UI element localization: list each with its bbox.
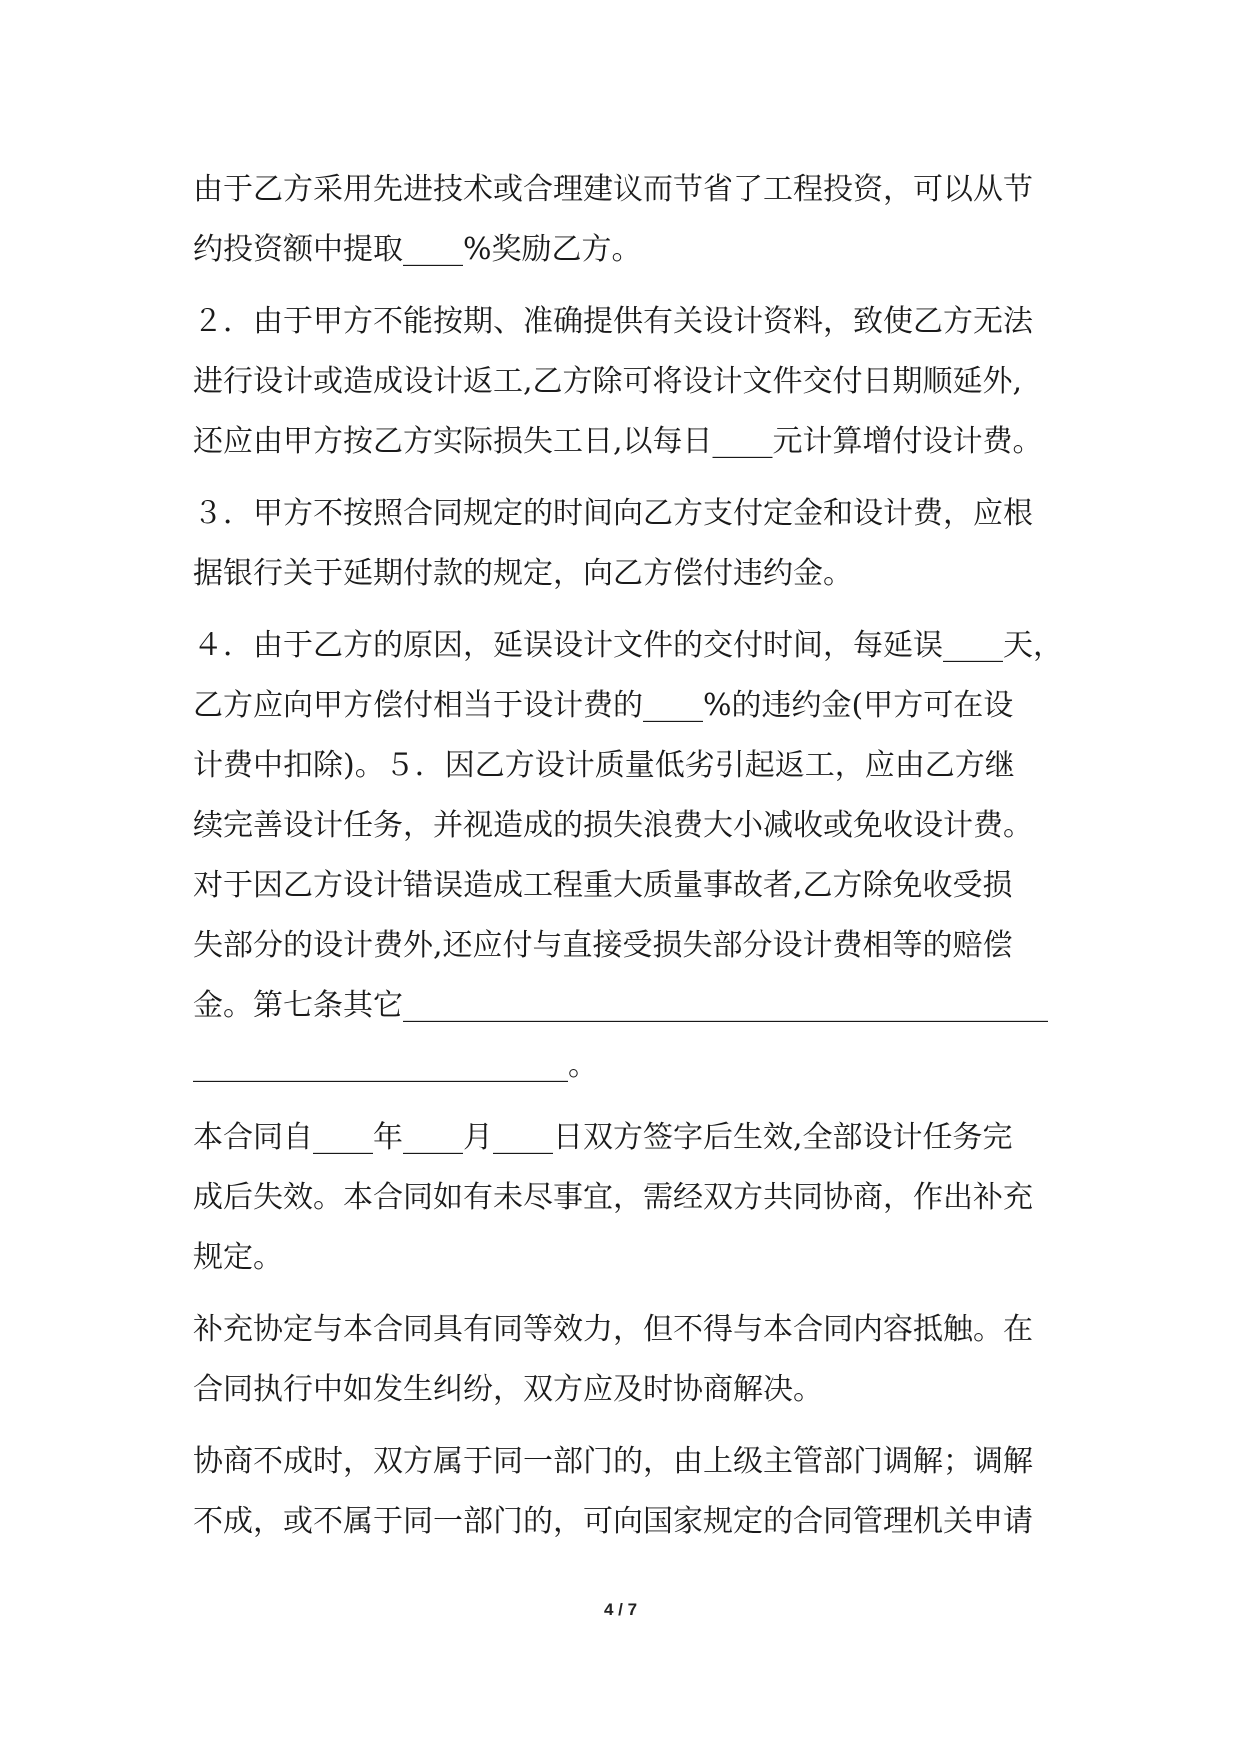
page-number: 4 / 7 <box>603 1600 638 1619</box>
text-line: 对于因乙方设计错误造成工程重大质量事故者,乙方除免收受损 <box>193 868 1013 903</box>
text-line: 进行设计或造成设计返工,乙方除可将设计文件交付日期顺延外, <box>193 364 1023 399</box>
text-line: 成后失效。本合同如有未尽事宜，需经双方共同协商，作出补充 <box>193 1180 1033 1215</box>
text-line: 规定。 <box>193 1240 283 1275</box>
text-line: 据银行关于延期付款的规定，向乙方偿付违约金。 <box>193 556 853 591</box>
text-line: 不成，或不属于同一部门的，可向国家规定的合同管理机关申请 <box>193 1504 1033 1539</box>
text-line: 失部分的设计费外,还应付与直接受损失部分设计费相等的赔偿 <box>193 928 1013 963</box>
text-line: ４．由于乙方的原因，延误设计文件的交付时间，每延误____天， <box>193 628 1063 663</box>
text-line: _________________________。 <box>193 1048 598 1083</box>
text-line: 本合同自____年____月____日双方签字后生效,全部设计任务完 <box>193 1120 1013 1155</box>
text-line: 续完善设计任务，并视造成的损失浪费大小减收或免收设计费。 <box>193 808 1033 843</box>
text-line: 乙方应向甲方偿付相当于设计费的____%的违约金(甲方可在设 <box>193 688 1014 723</box>
text-line: 合同执行中如发生纠纷，双方应及时协商解决。 <box>193 1372 823 1407</box>
text-line: 金。第七条其它___________________________________________ <box>193 988 1048 1023</box>
text-line: ２．由于甲方不能按期、准确提供有关设计资料，致使乙方无法 <box>193 304 1033 339</box>
text-line: 计费中扣除)。５．因乙方设计质量低劣引起返工，应由乙方继 <box>193 748 1015 783</box>
contract-body <box>193 160 1063 1552</box>
text-line: 还应由甲方按乙方实际损失工日,以每日____元计算增付设计费。 <box>193 424 1043 459</box>
text-line: 补充协定与本合同具有同等效力，但不得与本合同内容抵触。在 <box>193 1312 1033 1347</box>
text-line: 由于乙方采用先进技术或合理建议而节省了工程投资，可以从节 <box>193 172 1033 207</box>
text-line: 约投资额中提取____%奖励乙方。 <box>193 232 642 267</box>
text-line: ３．甲方不按照合同规定的时间向乙方支付定金和设计费，应根 <box>193 496 1033 531</box>
text-line: 协商不成时，双方属于同一部门的，由上级主管部门调解；调解 <box>193 1444 1033 1479</box>
